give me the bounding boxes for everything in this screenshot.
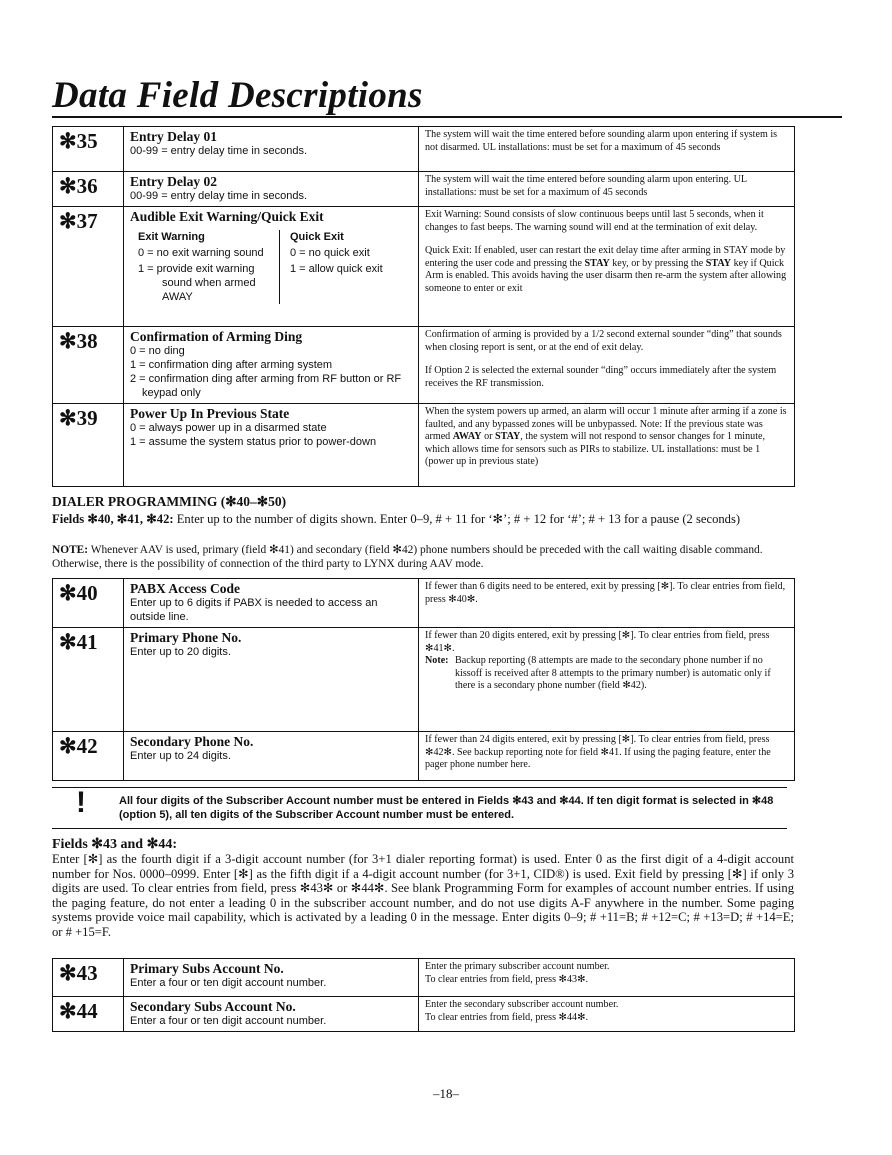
- dialer-note: NOTE: Whenever AAV is used, primary (field ✻41) and secondary (field ✻42) phone numbers should be preceded with the call waiting disable command. Otherwise, there is the possibility of connection of the third party to LYNX during AAV mode.: [52, 544, 763, 570]
- table-row: [53, 127, 795, 172]
- option-item: 0 = no ding: [130, 345, 185, 357]
- field-sub: Enter a four or ten digit account number.: [130, 1015, 327, 1027]
- field-name: Confirmation of Arming Ding: [130, 329, 303, 344]
- field-number: ✻42: [53, 732, 124, 781]
- field-description: The system will wait the time entered before sounding alarm upon entering. UL installations: must be set for a maximum of 45 seconds: [419, 172, 795, 207]
- field-number: ✻39: [53, 404, 124, 487]
- note-label: Note:: [425, 655, 449, 667]
- title-rule: [52, 116, 842, 118]
- field-description: Exit Warning: Sound consists of slow continuous beeps until last 5 seconds, when it changes to fast beeps. The warning sound will end at the termination of exit delay.: [425, 209, 764, 233]
- field-description: To clear entries from field, press ✻43✻.: [425, 973, 589, 985]
- option-item: 1 = assume the system status prior to power-down: [130, 436, 377, 448]
- field-description: Confirmation of arming is provided by a 1/2 second external sounder “ding” that sounds when closing report is sent, or at the end of exit delay.: [425, 329, 782, 353]
- option-item: 1 = provide exit warning sound when armed AWAY: [138, 263, 256, 303]
- table-row: [53, 579, 795, 628]
- option-item: 0 = no exit warning sound: [138, 247, 264, 259]
- field-name: PABX Access Code: [130, 581, 240, 596]
- option-item: 0 = no quick exit: [290, 247, 370, 259]
- exit-warning-head: Exit Warning: [138, 231, 205, 243]
- table-row: [53, 997, 795, 1032]
- quick-exit-head: Quick Exit: [290, 231, 344, 243]
- option-item: 1 = confirmation ding after arming system: [130, 359, 333, 371]
- exclamation-icon: !: [76, 786, 86, 819]
- exit-options: [138, 230, 412, 304]
- option-item: 1 = allow quick exit: [290, 263, 383, 275]
- field-number: ✻36: [53, 172, 124, 207]
- field-name: Secondary Subs Account No.: [130, 999, 296, 1014]
- field-description: When the system powers up armed, an alarm will occur 1 minute after arming if a zone is faulted, and any bypassed zones will be unbypassed. Note: If the previous state was armed AWAY or STAY, the system will not respond to sensor changes for 1 minute, which allows time for sensors such as PIRs to stabilize. UL installations: must be 1 (power up in previous state): [419, 404, 795, 487]
- field-sub: 00-99 = entry delay time in seconds.: [130, 145, 308, 157]
- warning-text: All four digits of the Subscriber Account number must be entered in Fields ✻43 and ✻44. If ten digit format is selected in ✻48 (option 5), all ten digits of the Subscriber Account number must be entered.: [119, 795, 774, 821]
- table-row: [53, 327, 795, 404]
- dialer-fields-text: Fields ✻40, ✻41, ✻42: Enter up to the number of digits shown. Enter 0–9, # + 11 for ‘✻’; # + 12 for ‘#’; # + 13 for a pause (2 seconds): [52, 512, 741, 526]
- field-number: ✻43: [53, 959, 124, 997]
- note-text: Backup reporting (8 attempts are made to the secondary phone number if no kissoff is received after 8 attempts to the primary number) is automatic only if there is a secondary phone number (field ✻42).: [455, 655, 771, 692]
- page-title: Data Field Descriptions: [52, 75, 423, 116]
- table-row: [53, 404, 795, 487]
- table-row: [53, 628, 795, 732]
- table-row: [53, 172, 795, 207]
- field-name: Entry Delay 01: [130, 129, 217, 144]
- section-heading: DIALER PROGRAMMING (✻40–✻50): [52, 494, 287, 509]
- page-number: –18–: [433, 1086, 459, 1101]
- field-sub: Enter a four or ten digit account number.: [130, 977, 327, 989]
- field-description: If Option 2 is selected the external sounder “ding” occurs immediately after the system receives the RF transmission.: [425, 365, 777, 389]
- field-sub: 00-99 = entry delay time in seconds.: [130, 190, 308, 202]
- field-name: Primary Subs Account No.: [130, 961, 284, 976]
- field-name: Power Up In Previous State: [130, 406, 290, 421]
- field-description: To clear entries from field, press ✻44✻.: [425, 1011, 589, 1023]
- field-sub: Enter up to 6 digits if PABX is needed to access an outside line.: [130, 597, 378, 623]
- field-number: ✻40: [53, 579, 124, 628]
- fields43-text: Enter [✻] as the fourth digit if a 3-digit account number (for 3+1 dialer reporting format) is used. Enter 0 as the first digit of a 4-digit account number for Nos. 0000–0999. Enter [✻] as the fifth digit if a 4-digit account number (for 3+1, CID®) is used. Exit field by pressing [✻] if only 3 digits are used. To clear entries from field, press ✻43✻ or ✻44✻. See blank Programming Form for examples of account number entries. If using the paging feature, do not enter a leading 0 in the subscriber account number, and do not use digits A-F anywhere in the number. Some paging systems provide voice mail capability, which is activated by a leading 0 in the message. Enter digits 0–9; # +11=B; # +12=C; # +13=D; # +14=E; or # +15=F.: [52, 852, 794, 939]
- field-description: If fewer than 6 digits need to be entered, exit by pressing [✻]. To clear entries from field, press ✻40✻.: [419, 579, 795, 628]
- field-description: If fewer than 20 digits entered, exit by pressing [✻]. To clear entries from field, press ✻41✻.: [425, 630, 770, 654]
- field-name: Primary Phone No.: [130, 630, 242, 645]
- field-sub: Enter up to 20 digits.: [130, 646, 231, 658]
- field-number: ✻41: [53, 628, 124, 732]
- field-number: ✻44: [53, 997, 124, 1032]
- field-name: Entry Delay 02: [130, 174, 217, 189]
- table-row: [53, 732, 795, 781]
- field-name: Audible Exit Warning/Quick Exit: [130, 209, 324, 224]
- field-table-40-42: [52, 578, 795, 781]
- option-item: 2 = confirmation ding after arming from RF button or RF keypad only: [130, 373, 402, 399]
- field-table-43-44: [52, 958, 795, 1032]
- field-number: ✻37: [53, 207, 124, 327]
- field-sub: Enter up to 24 digits.: [130, 750, 231, 762]
- field-description: Enter the secondary subscriber account number.: [425, 999, 619, 1010]
- field-name: Secondary Phone No.: [130, 734, 254, 749]
- field-description: If fewer than 24 digits entered, exit by pressing [✻]. To clear entries from field, press ✻42✻. See backup reporting note for field ✻41. If using the paging feature, enter the pager phone number here.: [419, 732, 795, 781]
- field-description: Enter the primary subscriber account number.: [425, 961, 610, 972]
- field-number: ✻35: [53, 127, 124, 172]
- table-row: [53, 959, 795, 997]
- table-row: [53, 207, 795, 327]
- field-number: ✻38: [53, 327, 124, 404]
- field-description: The system will wait the time entered before sounding alarm upon entering if system is not disarmed. UL installations: must be set for a maximum of 45 seconds: [419, 127, 795, 172]
- option-item: 0 = always power up in a disarmed state: [130, 422, 327, 434]
- field-table-35-39: [52, 126, 795, 487]
- field-description: Quick Exit: If enabled, user can restart the exit delay time after arming in STAY mode by entering the user code and pressing the STAY key, or by pressing the STAY key if Quick Arm is enabled. This avoids having the user disarm then re-arm the system after allowing someone to enter or exit: [425, 245, 787, 294]
- section-heading: Fields ✻43 and ✻44:: [52, 837, 177, 852]
- warning-box: [52, 787, 787, 829]
